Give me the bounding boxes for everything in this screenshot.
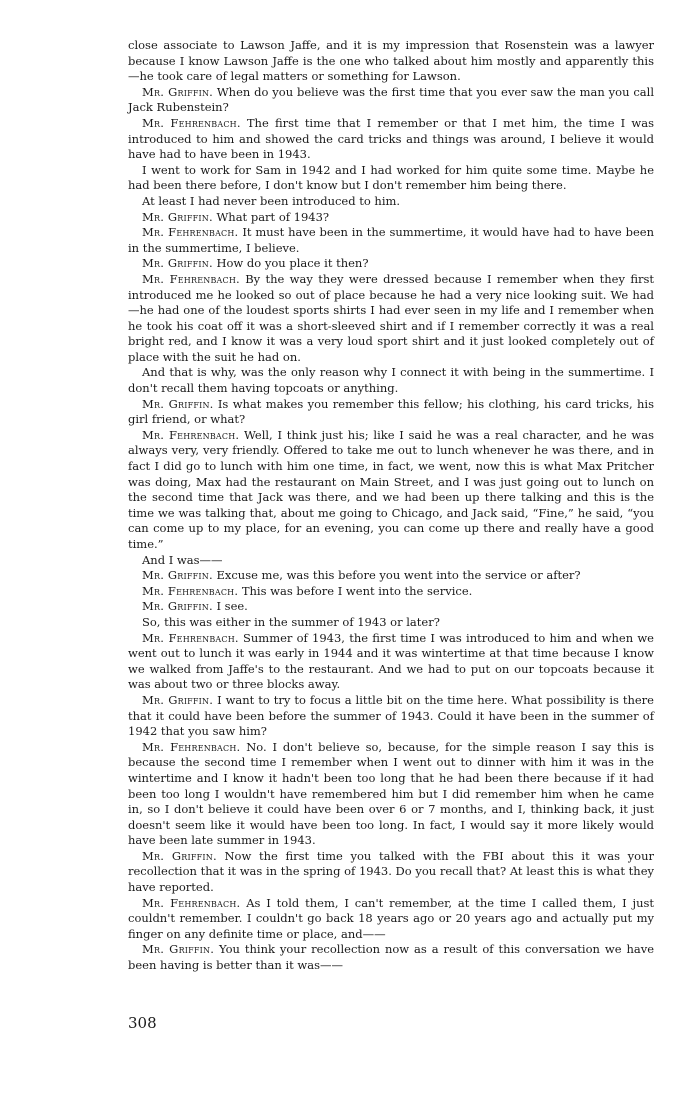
paragraph-text: close associate to Lawson Jaffe, and it is my impression that Rosenstein was a lawyer because I know Lawson Jaffe is the one who talked about him mostly and apparently this—he took care of legal matters or something for Lawson. bbox=[128, 38, 654, 84]
speaker-name: Mr. Griffin. bbox=[142, 692, 214, 707]
paragraph-text: I see. bbox=[216, 599, 248, 614]
paragraph bbox=[128, 85, 654, 116]
speaker-name: Mr. Griffin. bbox=[142, 568, 213, 583]
paragraph bbox=[128, 553, 654, 569]
paragraph-text: And I was—— bbox=[142, 552, 223, 567]
paragraph-text: Summer of 1943, the first time I was introduced to him and when we went out to lunch it was early in 1944 and it was wintertime at that time because I know we walked from Jaffe's to the restaurant. And we had to put on our topcoats because it was about two or three blocks away. bbox=[128, 630, 654, 692]
speaker-name: Mr. Fehrenbach. bbox=[142, 739, 241, 754]
paragraph bbox=[128, 849, 654, 896]
paragraph bbox=[128, 584, 654, 600]
paragraph bbox=[128, 38, 654, 85]
speaker-name: Mr. Griffin. bbox=[142, 848, 217, 863]
speaker-name: Mr. Griffin. bbox=[142, 209, 213, 224]
speaker-name: Mr. Griffin. bbox=[142, 256, 213, 271]
paragraph bbox=[128, 631, 654, 693]
paragraph bbox=[128, 568, 654, 584]
paragraph bbox=[128, 116, 654, 163]
paragraph bbox=[128, 163, 654, 194]
paragraph bbox=[128, 272, 654, 366]
paragraph-text: It must have been in the summertime, it would have had to have been in the summertime, I believe. bbox=[128, 225, 654, 255]
paragraph bbox=[128, 256, 654, 272]
paragraph bbox=[128, 942, 654, 973]
paragraph-text: What part of 1943? bbox=[216, 209, 330, 224]
paragraph-text: No. I don't believe so, because, for the simple reason I say this is because the second time I remember when I went out to dinner with him it was in the wintertime and I know it hadn't been too long that he had been there because if it had been too long I wouldn't have remembered him but I did remember him when he came in, so I don't believe it could have been over 6 or 7 months, and I, thinking back, it just doesn't seem like it would have been too long. In fact, I would say it more likely would have been late summer in 1943. bbox=[128, 739, 655, 848]
paragraph-text: At least I had never been introduced to him. bbox=[142, 193, 401, 208]
transcript-body bbox=[128, 38, 654, 974]
paragraph bbox=[128, 896, 654, 943]
paragraph bbox=[128, 428, 654, 553]
paragraph bbox=[128, 397, 654, 428]
speaker-name: Mr. Griffin. bbox=[142, 84, 213, 99]
speaker-name: Mr. Fehrenbach. bbox=[142, 630, 239, 645]
paragraph-text: I want to try to focus a little bit on the time here. What possibility is there that it could have been before the summer of 1943. Could it have been in the summer of 1942 that you saw him? bbox=[128, 692, 654, 739]
paragraph bbox=[128, 693, 654, 740]
paragraph bbox=[128, 194, 654, 210]
paragraph-text: Excuse me, was this before you went into the service or after? bbox=[216, 568, 581, 583]
paragraph-text: Well, I think just his; like I said he was a real character, and he was always very, very friendly. Offered to take me out to lunch whenever he was there, and in fact I did go to lunch with him one time, in fact, we went, now this is what Max Pritcher was doing, Max had the restaurant on Main Street, and I was just going out to lunch on the second time that Jack was there, and we had been up there talking and this is the time we was talking that, about me going to Chicago, and Jack said, “Fine,” he said, “you can come up to my place, for an evening, you can come up there and really have a good time.” bbox=[128, 427, 654, 551]
paragraph-text: Is what makes you remember this fellow; his clothing, his card tricks, his girl friend, or what? bbox=[128, 396, 654, 427]
speaker-name: Mr. Fehrenbach. bbox=[142, 271, 240, 286]
paragraph-text: As I told them, I can't remember, at the time I called them, I just couldn't remember. I couldn't go back 18 years ago or 20 years ago and actually put my finger on any definite time or place, and—— bbox=[128, 895, 654, 941]
paragraph bbox=[128, 615, 654, 631]
speaker-name: Mr. Fehrenbach. bbox=[142, 115, 241, 130]
paragraph-text: The first time that I remember or that I met him, the time I was introduced to him and showed the card tricks and things was around, I believe it would have had to have been in 1943. bbox=[128, 115, 655, 162]
paragraph-text: And that is why, was the only reason why I connect it with being in the summertime. I don't recall them having topcoats or anything. bbox=[128, 365, 654, 396]
speaker-name: Mr. Griffin. bbox=[142, 396, 214, 411]
paragraph-text: When do you believe was the first time that you ever saw the man you call Jack Rubenstein? bbox=[128, 84, 654, 115]
speaker-name: Mr. Fehrenbach. bbox=[142, 225, 239, 240]
paragraph-text: So, this was either in the summer of 1943 or later? bbox=[142, 614, 440, 629]
paragraph bbox=[128, 210, 654, 226]
paragraph-text: This was before I went into the service. bbox=[241, 583, 473, 598]
page-number: 308 bbox=[128, 1014, 157, 1032]
paragraph-text: By the way they were dressed because I remember when they first introduced me he looked so out of place because he had a very nice looking suit. We had—he had one of the loudest sports shirts I had ever seen in my life and I remember when he took his coat off it was a short-sleeved shirt and if I remember correctly it was a real bright red, and I know it was a very loud sport shirt and it just looked completely out of place with the suit he had on. bbox=[128, 271, 655, 364]
speaker-name: Mr. Griffin. bbox=[142, 942, 215, 957]
paragraph bbox=[128, 365, 654, 396]
speaker-name: Mr. Fehrenbach. bbox=[142, 895, 241, 910]
paragraph-text: How do you place it then? bbox=[216, 256, 369, 271]
speaker-name: Mr. Fehrenbach. bbox=[142, 427, 240, 442]
paragraph-text: Now the first time you talked with the FBI about this it was your recollection that it was in the spring of 1943. Do you recall that? At least this is what they have reported. bbox=[128, 848, 654, 895]
paragraph bbox=[128, 225, 654, 256]
paragraph-text: I went to work for Sam in 1942 and I had worked for him quite some time. Maybe he had been there before, I don't know but I don't remember him being there. bbox=[128, 162, 654, 193]
paragraph-text: You think your recollection now as a result of this conversation we have been having is better than it was—— bbox=[128, 942, 655, 973]
speaker-name: Mr. Fehrenbach. bbox=[142, 583, 239, 598]
paragraph bbox=[128, 740, 654, 849]
paragraph bbox=[128, 599, 654, 615]
speaker-name: Mr. Griffin. bbox=[142, 599, 213, 614]
